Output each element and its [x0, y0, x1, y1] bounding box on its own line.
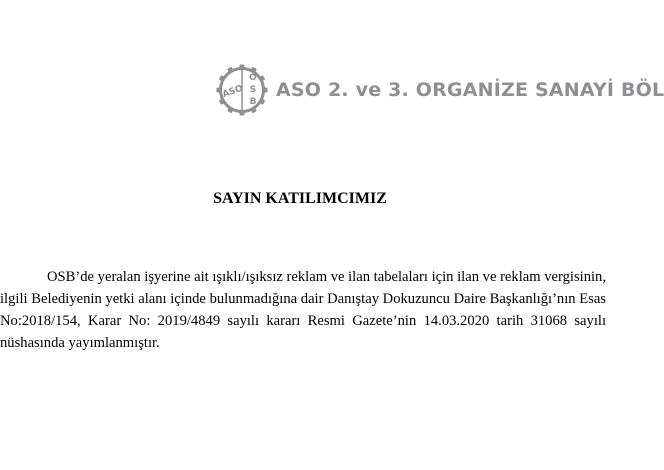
aso-osb-gear-logo-icon: [216, 64, 268, 116]
svg-text:B: B: [249, 97, 257, 107]
document-title: SAYIN KATILIMCIMIZ: [213, 190, 387, 207]
letterhead: [216, 64, 664, 116]
document-paragraph: OSB’de yeralan işyerine ait ışıklı/ışıksız reklam ve ilan tabelaları için ilan ve reklam vergisinin, ilgili Belediyenin yetki alanı içinde bulunmadığına dair Danıştay Dokuzuncu Daire Başkanlığı’nın Esas No:2018/154, Karar No: 2019/4849 sayılı kararı Resmi Gazete’nin 14.03.2020 tarih 31068 sayılı nüshasında yayımlanmıştır.: [0, 269, 606, 351]
svg-text:S: S: [249, 85, 257, 95]
organization-name: ASO 2. ve 3. ORGANİZE SANAYİ BÖL: [276, 79, 664, 101]
svg-text:ASO: ASO: [221, 83, 245, 101]
svg-text:O: O: [249, 73, 257, 83]
